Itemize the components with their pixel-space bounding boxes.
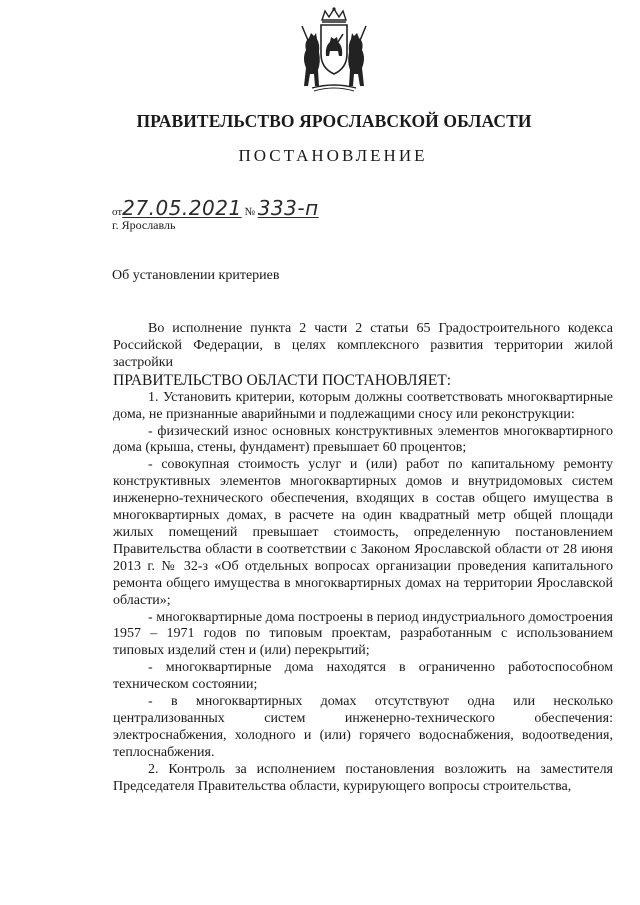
coat-of-arms-icon [292,6,376,92]
number-prefix: № [244,206,255,218]
criterion-paragraph: - многоквартирные дома построены в период индустриального домостроения 1957 – 1971 годов по типовым проектам, разработанным с использованием типовых изделий стен и (или) перекрытий; [113,609,613,659]
criterion-paragraph: - в многоквартирных домах отсутствуют одна или несколько централизованных систем инженерно-технического обеспечения: электроснабжения, холодного и (или) горячего водоснабжения, водоотведения, теплоснабжения. [113,694,613,760]
criterion-paragraph: - совокупная стоимость услуг и (или) работ по капитальному ремонту конструктивных элементов многоквартирных домов и внутридомовых систем инженерно-технического обеспечения, входящих в состав общего имущества в многоквартирных домах, в расчете на один квадратный метр общей площади жилых помещений превышает стоимость, определенную постановлением Правительства области в соответствии с Законом Ярославской области от 28 июня 2013 г. № 32-з «Об отдельных вопросах организации проведения капитального ремонта общего имущества в многоквартирных домах на территории Ярославской области»; [113,457,613,608]
city-label: г. Ярославль [112,218,176,232]
government-title: ПРАВИТЕЛЬСТВО ЯРОСЛАВСКОЙ ОБЛАСТИ [136,111,532,131]
document-subject: Об установлении критериев [112,268,280,283]
date-prefix: от [112,206,123,218]
criterion-paragraph: - многоквартирные дома находятся в ограниченно работоспособном техническом состоянии; [113,660,613,693]
handwritten-date: 27.05.2021 [122,196,242,220]
registration-line [112,196,319,220]
preamble-paragraph: Во исполнение пункта 2 части 2 статьи 65 Градостроительного кодекса Российской Федерации, в целях комплексного развития территории жилой застройки [113,321,613,370]
criterion-paragraph: - физический износ основных конструктивных элементов многоквартирного дома (крыша, стены, фундамент) превышает 60 процентов; [113,423,613,456]
item-2-paragraph: 2. Контроль за исполнением постановления возложить на заместителя Председателя Правительства области, курирующего вопросы строительства, [113,761,613,794]
document-body [113,321,613,795]
item-1-paragraph: 1. Установить критерии, которым должны соответствовать многоквартирные дома, не признанные аварийными и подлежащими сносу или реконструкции: [113,389,613,422]
handwritten-number: 333-п [257,196,319,220]
decree-statement: ПРАВИТЕЛЬСТВО ОБЛАСТИ ПОСТАНОВЛЯЕТ: [113,371,452,389]
document-type-heading: ПОСТАНОВЛЕНИЕ [238,146,428,165]
